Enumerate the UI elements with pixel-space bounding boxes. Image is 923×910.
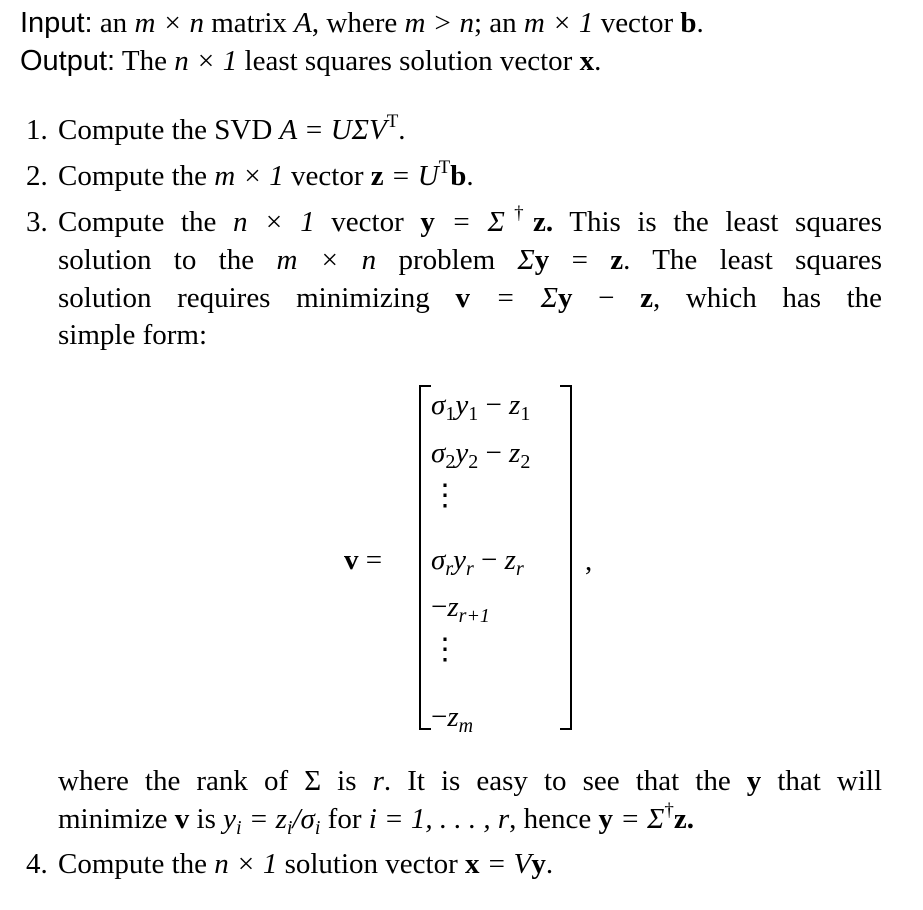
math: m × n (134, 7, 204, 39)
math: i = 1, . . . , r (368, 803, 510, 835)
text: . It is easy to see that the (383, 765, 731, 797)
after-line-2 (58, 800, 694, 839)
math: − (431, 701, 448, 733)
step-3-line-2 (58, 246, 882, 275)
dagger: † (664, 800, 674, 821)
matrix-row-zm (431, 701, 474, 737)
math: m × 1 (214, 160, 284, 192)
math: y (453, 544, 466, 576)
step-4 (26, 850, 553, 879)
subscript: i (286, 817, 293, 839)
text: vector (331, 206, 404, 238)
text: solution requires minimizing (58, 282, 430, 314)
dagger: † (504, 203, 534, 224)
math: = Σ (495, 282, 558, 314)
subscript: i (314, 817, 321, 839)
text: . (545, 848, 554, 880)
vector-y: y (420, 206, 435, 238)
text: , where (311, 7, 398, 39)
output-label: Output: (20, 45, 116, 77)
text: . (466, 160, 474, 192)
math: = V (486, 848, 532, 880)
vector-z: z (610, 244, 624, 276)
matrix-row-zr1 (431, 591, 490, 627)
text: ; an (473, 7, 517, 39)
math: = z (248, 803, 287, 835)
text: This is the least squares (569, 206, 883, 238)
step-2 (26, 157, 474, 192)
math: z (504, 544, 516, 576)
text: The (121, 45, 167, 77)
math: σ (431, 544, 446, 576)
text: vector (600, 7, 674, 39)
math: σ (431, 389, 446, 421)
math: σ (431, 437, 446, 469)
after-line-1 (58, 767, 882, 796)
output-line (20, 47, 601, 76)
step-3-number (26, 208, 58, 237)
text: . (594, 45, 602, 77)
subscript: i (236, 817, 242, 839)
text: . (398, 114, 406, 146)
subscript: m (458, 715, 474, 737)
subscript: r (515, 558, 524, 580)
step-number: 4. (26, 848, 48, 880)
step-number: 2. (26, 160, 48, 192)
math: n × 1 (174, 45, 238, 77)
text: , (585, 545, 593, 577)
text: solution to the (58, 244, 255, 276)
vector-y: y (557, 282, 573, 314)
vdots-2: ⋮ (430, 633, 460, 666)
math: m × n (276, 244, 377, 276)
vector-y: y (534, 244, 550, 276)
vector-y: y (531, 848, 546, 880)
text: simple form: (58, 319, 208, 351)
math: − (598, 282, 615, 314)
text: , which has the (652, 282, 883, 314)
text: minimize (58, 803, 168, 835)
math: z (447, 701, 459, 733)
math: m × 1 (523, 7, 594, 39)
math: − (485, 437, 502, 469)
math: n × 1 (232, 206, 315, 238)
text: . (696, 7, 704, 39)
subscript: r+1 (458, 605, 490, 627)
vector-v: v (344, 544, 359, 576)
subscript: 2 (445, 451, 456, 473)
matrix-row-r (431, 544, 524, 580)
math: = Σ (451, 206, 505, 238)
math: y (455, 389, 469, 421)
subscript: 2 (520, 451, 531, 473)
vector-x: x (579, 45, 595, 77)
vector-z: z. (533, 206, 554, 238)
equation-trailing-comma (585, 547, 592, 576)
text: where the rank of Σ is (58, 765, 357, 797)
math: = (571, 244, 588, 276)
text: least squares solution vector (244, 45, 573, 77)
text: Compute the (58, 206, 217, 238)
vector-b: b (450, 160, 467, 192)
subscript: 2 (468, 451, 479, 473)
matrix-row-1 (431, 389, 531, 425)
math: = (365, 544, 383, 576)
vector-v: v (174, 803, 190, 835)
math: − (431, 591, 448, 623)
step-3-line-3 (58, 284, 882, 313)
math: r (372, 765, 384, 797)
text: Compute the (58, 160, 208, 192)
math: m > n (404, 7, 474, 39)
step-1 (26, 111, 406, 146)
math: = U (390, 160, 439, 192)
vector-y: y (598, 803, 614, 835)
vector-z: z. (673, 803, 694, 835)
step-3-line-4 (58, 321, 207, 350)
text: vector (291, 160, 364, 192)
math: A = UΣV (279, 114, 387, 146)
subscript: r (465, 558, 474, 580)
math: n × 1 (214, 848, 278, 880)
vdots-1: ⋮ (430, 479, 460, 512)
vector-v: v (455, 282, 470, 314)
text: solution vector (284, 848, 458, 880)
text: that will (777, 765, 883, 797)
subscript: 1 (445, 403, 456, 425)
text: . The least squares (623, 244, 883, 276)
right-bracket (560, 385, 572, 730)
text: , hence (509, 803, 592, 835)
subscript: r (445, 558, 454, 580)
text: Compute the (58, 848, 208, 880)
matrix-row-2 (431, 437, 531, 473)
vector-b: b (680, 7, 697, 39)
subscript: 1 (520, 403, 531, 425)
step-3-line-1 (58, 203, 883, 238)
input-label: Input: (20, 7, 93, 39)
equation-lhs (344, 546, 382, 575)
left-bracket (419, 385, 431, 730)
math: A (294, 7, 312, 39)
math: /σ (292, 803, 315, 835)
step-number: 3. (26, 206, 48, 238)
vector-y: y (746, 765, 762, 797)
step-number: 1. (26, 114, 48, 146)
math: = Σ (620, 803, 665, 835)
superscript: T (386, 111, 399, 132)
math: Σ (517, 244, 535, 276)
math: y (223, 803, 236, 835)
math: − (485, 389, 502, 421)
text: problem (398, 244, 496, 276)
superscript: T (438, 157, 451, 178)
text: Compute the SVD (58, 114, 273, 146)
math: y (455, 437, 469, 469)
math: z (509, 389, 521, 421)
vector-x: x (465, 848, 480, 880)
input-line (20, 9, 704, 38)
text: an (99, 7, 128, 39)
subscript: 1 (468, 403, 479, 425)
math: z (509, 437, 521, 469)
text: for (327, 803, 362, 835)
text: is (196, 803, 216, 835)
math: − (481, 544, 498, 576)
vector-z: z (640, 282, 653, 314)
math: z (447, 591, 459, 623)
text: matrix (211, 7, 287, 39)
vector-z: z (370, 160, 384, 192)
